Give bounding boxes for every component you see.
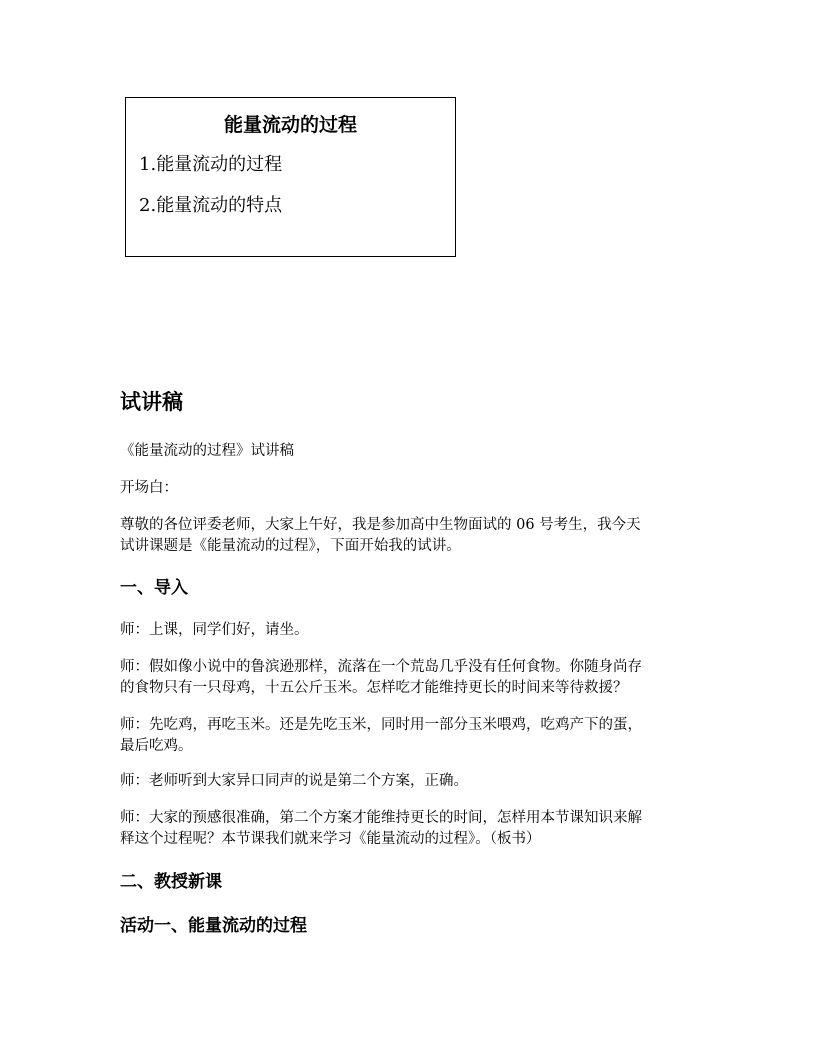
greeting-line-2: 试讲课题是《能量流动的过程》，下面开始我的试讲。 [120,538,461,554]
section-title: 试讲稿 [120,390,183,414]
teacher-line-2b: 的食物只有一只母鸡，十五公斤玉米。怎样吃才能维持更长的时间来等待救援？ [120,680,628,696]
greeting-line-1: 尊敬的各位评委老师，大家上午好，我是参加高中生物面试的 06 号考生，我今天 [120,517,641,533]
script-title-paragraph: 《能量流动的过程》试讲稿 [120,443,294,459]
board-item-2 [139,193,282,219]
heading-introduction: 一、导入 [120,578,188,598]
board-item-2-number: 2. [139,195,157,216]
teacher-line-1: 师：上课，同学们好，请坐。 [120,622,309,638]
teacher-line-5b: 释这个过程呢？本节课我们就来学习《能量流动的过程》。（板书） [120,831,541,847]
teacher-line-3b: 最后吃鸡。 [120,738,193,754]
blackboard-outline-box [125,97,456,257]
teacher-line-4: 师：老师听到大家异口同声的说是第二个方案，正确。 [120,773,468,789]
heading-activity-one: 活动一、能量流动的过程 [120,916,307,936]
board-item-1 [139,152,282,178]
teacher-line-2 [120,657,710,699]
heading-new-lesson: 二、教授新课 [120,872,222,892]
teacher-line-2a: 师：假如像小说中的鲁滨逊那样，流落在一个荒岛几乎没有任何食物。你随身尚存 [120,659,642,675]
opening-label: 开场白： [120,480,178,496]
teacher-line-5 [120,808,710,850]
board-item-1-number: 1. [139,154,157,175]
greeting-paragraph [120,515,710,557]
teacher-line-3a: 师：先吃鸡，再吃玉米。还是先吃玉米，同时用一部分玉米喂鸡，吃鸡产下的蛋， [120,717,642,733]
board-title: 能量流动的过程 [223,114,357,136]
board-item-1-text: 能量流动的过程 [156,154,283,175]
teacher-line-3 [120,715,710,757]
board-item-2-text: 能量流动的特点 [156,195,283,216]
teacher-line-5a: 师：大家的预感很准确，第二个方案才能维持更长的时间，怎样用本节课知识来解 [120,810,642,826]
